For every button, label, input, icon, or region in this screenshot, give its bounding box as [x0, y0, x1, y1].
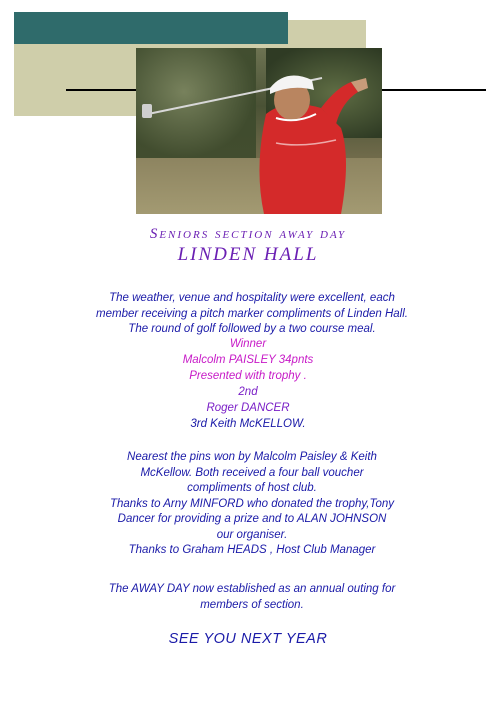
winner-label: Winner	[229, 338, 267, 350]
second-label: 2nd	[238, 386, 258, 398]
winner-name: Malcolm PAISLEY 34pnts	[182, 354, 314, 366]
title-section-name: Seniors section away day	[149, 226, 347, 242]
paragraph-prizes-thanks	[50, 450, 454, 559]
title-venue: LINDEN HALL	[177, 244, 319, 265]
trophy-note: Presented with trophy .	[189, 370, 307, 382]
text-line: The round of golf followed by a two course meal.	[128, 323, 376, 335]
text-line: Dancer for providing a prize and to ALAN JOHNSON	[117, 513, 387, 525]
text-line: McKellow. Both received a four ball voucher	[140, 466, 364, 479]
text-line: member receiving a pitch marker compliments of Linden Hall.	[96, 307, 408, 320]
text-line: our organiser.	[216, 528, 288, 541]
second-name: Roger DANCER	[206, 402, 290, 414]
paragraph-annual-outing	[50, 582, 454, 613]
text-line: The AWAY DAY now established as an annual outing for	[108, 583, 396, 595]
third-place: 3rd Keith McKELLOW.	[190, 418, 306, 430]
text-line: members of section.	[200, 598, 304, 611]
text-line: Thanks to Graham HEADS , Host Club Manager	[128, 544, 376, 556]
header-rule-left	[66, 89, 146, 91]
paragraph-intro	[50, 291, 454, 338]
text-line: The weather, venue and hospitality were excellent, each	[109, 292, 395, 304]
golfer-figure	[136, 48, 382, 214]
results-block	[0, 336, 496, 432]
text-line: Nearest the pins won by Malcolm Paisley & Keith	[127, 451, 377, 463]
closing-message: SEE YOU NEXT YEAR	[168, 631, 328, 647]
text-line: compliments of host club.	[187, 482, 317, 494]
header-teal-band	[14, 12, 288, 44]
header-rule-right	[382, 89, 486, 91]
golfer-photo	[136, 48, 382, 214]
text-line: Thanks to Arny MINFORD who donated the trophy,Tony	[109, 497, 394, 510]
